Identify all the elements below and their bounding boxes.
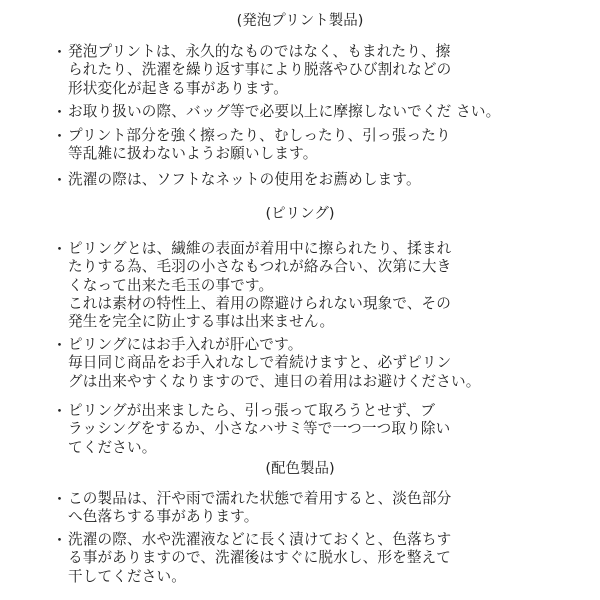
item-line: へ色落ちする事があります。 — [68, 508, 259, 526]
item-line: これは素材の特性上、着用の際避けられない現象で、その — [68, 294, 452, 312]
list-item — [52, 103, 588, 121]
item-line: ピリングとは、繊維の表面が着用中に擦られたり、揉まれ — [68, 240, 452, 257]
bullet-mark: ・ — [52, 336, 68, 354]
section-heading-pilling: (ピリング) — [265, 206, 335, 222]
list-item — [52, 402, 588, 457]
bullet-mark: ・ — [52, 490, 68, 508]
list-item — [52, 127, 588, 164]
item-line: ラッシングをするか、小さなハサミ等で一つ一つ取り除い — [68, 420, 451, 438]
item-line: 洗濯の際、水や洗濯液などに長く漬けておくと、色落ちす — [68, 531, 452, 548]
list-item — [52, 531, 588, 586]
item-line: くなって出来た毛玉の事です。 — [68, 276, 274, 294]
item-line: この製品は、汗や雨で濡れた状態で着用すると、淡色部分 — [68, 490, 452, 507]
section-heading-foam-print: (発泡プリント製品) — [236, 13, 364, 29]
list-item — [52, 171, 588, 189]
item-line: お取り扱いの際、バッグ等で必要以上に摩擦しないでくだ さい。 — [68, 103, 501, 120]
item-line: ピリングが出来ましたら、引っ張って取ろうとせず、ブ — [68, 402, 436, 419]
list-item — [52, 490, 588, 527]
section-heading-color-scheme: (配色製品) — [265, 461, 335, 477]
item-line: 等乱雑に扱わないようお願いします。 — [68, 145, 318, 163]
item-line: 発泡プリントは、永久的なものではなく、もまれたり、擦 — [68, 43, 451, 60]
item-line: 洗濯の際は、ソフトなネットの使用をお薦めします。 — [68, 171, 421, 188]
bullet-mark: ・ — [52, 103, 68, 121]
bullet-mark: ・ — [52, 531, 68, 549]
item-line: られたり、洗濯を繰り返す事により脱落やひび割れなどの — [68, 61, 452, 79]
bullet-mark: ・ — [52, 43, 68, 61]
bullet-mark: ・ — [52, 240, 68, 258]
item-line: 発生を完全に防止する事は出来ません。 — [68, 313, 335, 331]
item-line: プリント部分を強く擦ったり、むしったり、引っ張ったり — [68, 127, 451, 144]
item-line: ピリングにはお手入れが肝心です。 — [68, 336, 303, 353]
list-item — [52, 240, 588, 331]
item-line: てください。 — [68, 438, 157, 456]
item-line: る事がありますので、洗濯後はすぐに脱水し、形を整えて — [68, 549, 452, 567]
item-line: 毎日同じ商品をお手入れなしで着続けますと、必ずピリン — [68, 354, 452, 372]
bullet-mark: ・ — [52, 127, 68, 145]
item-line: たりする為、毛羽の小さなもつれが絡み合い、次第に大き — [68, 258, 452, 276]
item-line: 干してください。 — [68, 567, 186, 585]
item-line: グは出来やすくなりますので、連日の着用はお避けください。 — [68, 372, 481, 390]
bullet-mark: ・ — [52, 171, 68, 189]
list-item — [52, 43, 588, 98]
item-line: 形状変化が起きる事があります。 — [68, 79, 288, 97]
bullet-mark: ・ — [52, 402, 68, 420]
list-item — [52, 336, 588, 391]
